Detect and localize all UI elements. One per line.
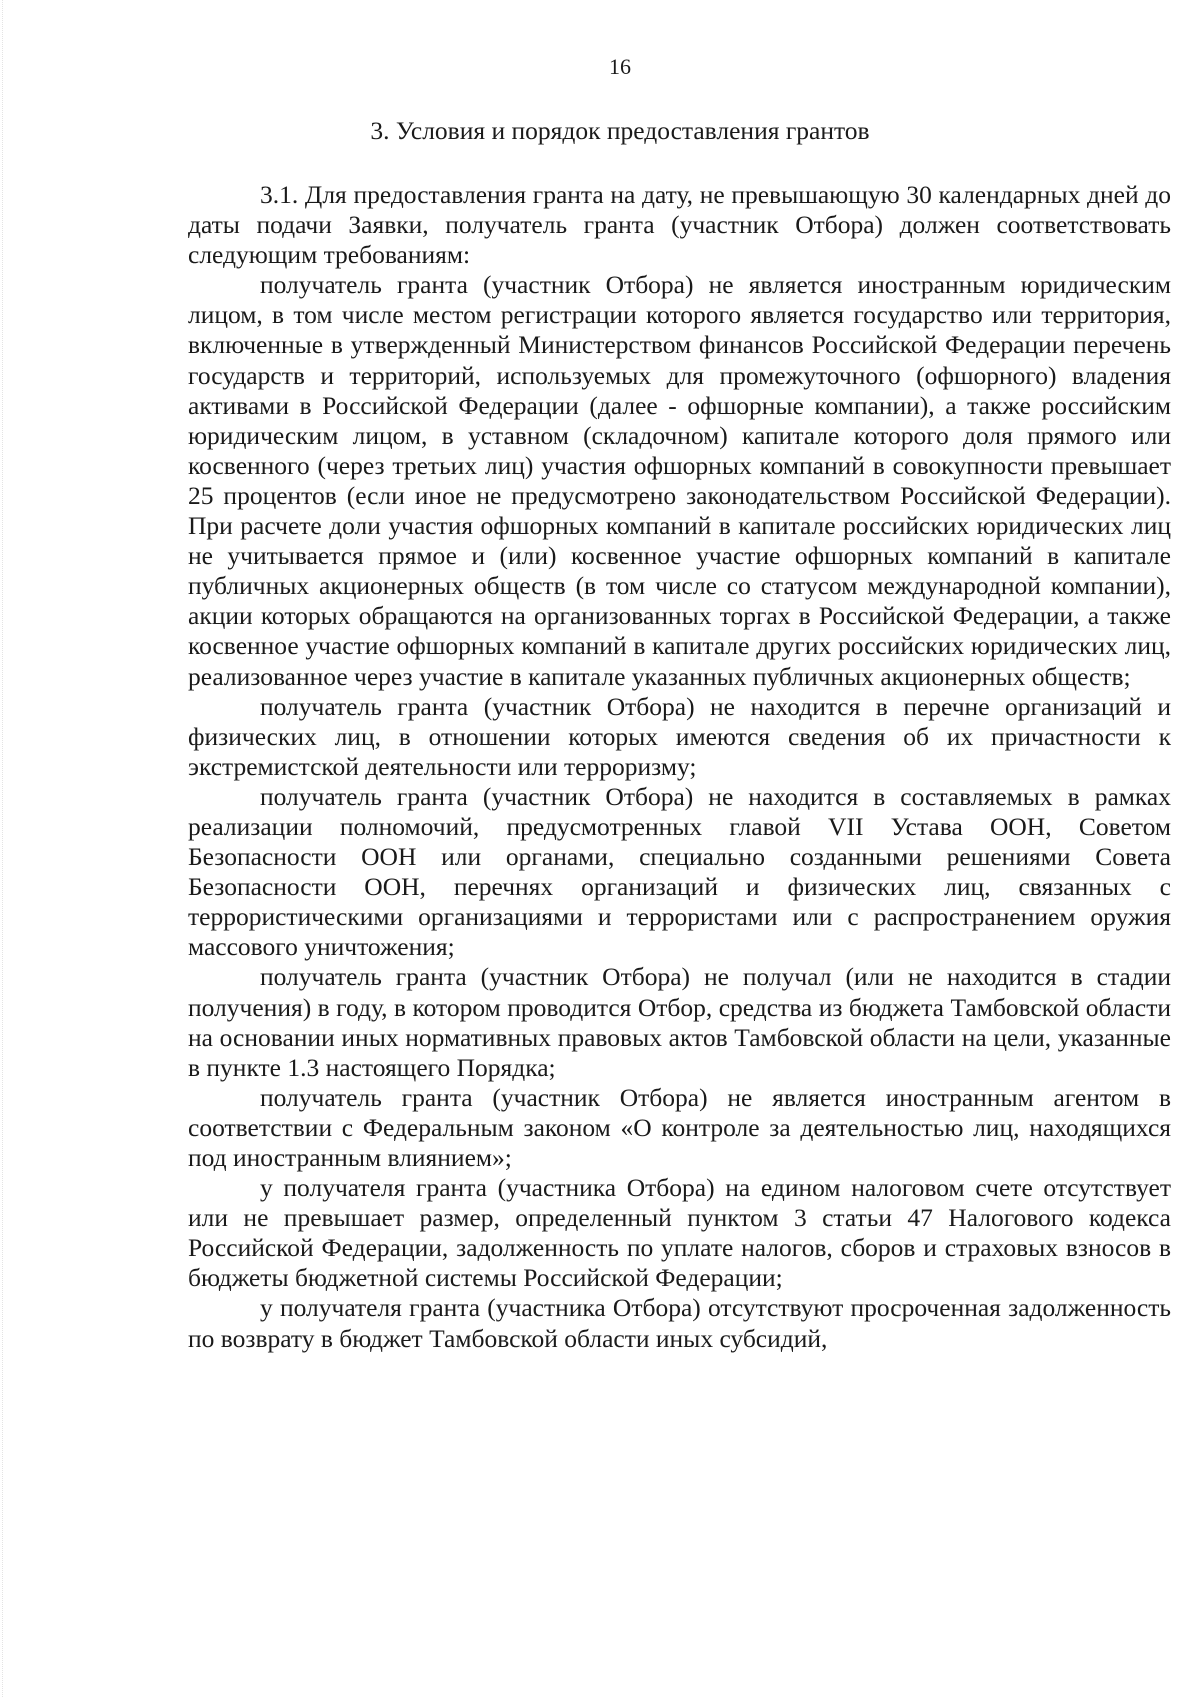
paragraph-foreign-agent: получатель гранта (участник Отбора) не является иностранным агентом в соответствии с Федеральным законом «О контроле за деятельностью лиц, находящихся под иностранным влиянием»; (188, 1082, 1171, 1172)
page-number: 16 (609, 54, 631, 79)
scan-edge-marks (2, 0, 9, 1697)
paragraph-tax-debt: у получателя гранта (участника Отбора) на едином налоговом счете отсутствует или не превышает размер, определенный пунктом 3 статьи 47 Налогового кодекса Российской Федерации, задолженность по уплате налогов, сборов и страховых взносов в бюджеты бюджетной системы Российской Федерации; (188, 1173, 1171, 1293)
paragraph-extremism-list: получатель гранта (участник Отбора) не находится в перечне организаций и физических лиц, в отношении которых имеются сведения об их причастности к экстремистской деятельности или терроризму; (188, 691, 1171, 781)
section-title: 3. Условия и порядок предоставления грантов (370, 116, 870, 145)
paragraph-un-security-council: получатель гранта (участник Отбора) не находится в составляемых в рамках реализации полномочий, предусмотренных главой VII Устава ООН, Советом Безопасности ООН или органами, специально созданными решениями Совета Безопасности ООН, перечнях организаций и физических лиц, связанных с террористическими организациями и террористами или с распространением оружия массового уничтожения; (188, 781, 1171, 962)
paragraph-overdue-debt: у получателя гранта (участника Отбора) отсутствуют просроченная задолженность по возврату в бюджет Тамбовской области иных субсидий, (188, 1293, 1171, 1353)
paragraph-no-other-funds: получатель гранта (участник Отбора) не получал (или не находится в стадии получения) в году, в котором проводится Отбор, средства из бюджета Тамбовской области на основании иных нормативных правовых актов Тамбовской области на цели, указанные в пункте 1.3 настоящего Порядка; (188, 962, 1171, 1082)
document-body (188, 180, 1171, 1354)
paragraph-offshore-requirement: получатель гранта (участник Отбора) не является иностранным юридическим лицом, в том числе местом регистрации которого является государство или территория, включенные в утвержденный Министерством финансов Российской Федерации перечень государств и территорий, используемых для промежуточного (офшорного) владения активами в Российской Федерации (далее - офшорные компании), а также российским юридическим лицом, в уставном (складочном) капитале которого доля прямого или косвенного (через третьих лиц) участия офшорных компаний в совокупности превышает 25 процентов (если иное не предусмотрено законодательством Российской Федерации). При расчете доли участия офшорных компаний в капитале российских юридических лиц не учитывается прямое и (или) косвенное участие офшорных компаний в капитале публичных акционерных обществ (в том числе со статусом международной компании), акции которых обращаются на организованных торгах в Российской Федерации, а также косвенное участие офшорных компаний в капитале других российских юридических лиц, реализованное через участие в капитале указанных публичных акционерных обществ; (188, 270, 1171, 691)
paragraph-3-1: 3.1. Для предоставления гранта на дату, не превышающую 30 календарных дней до даты подачи Заявки, получатель гранта (участник Отбора) должен соответствовать следующим требованиям: (188, 180, 1171, 270)
